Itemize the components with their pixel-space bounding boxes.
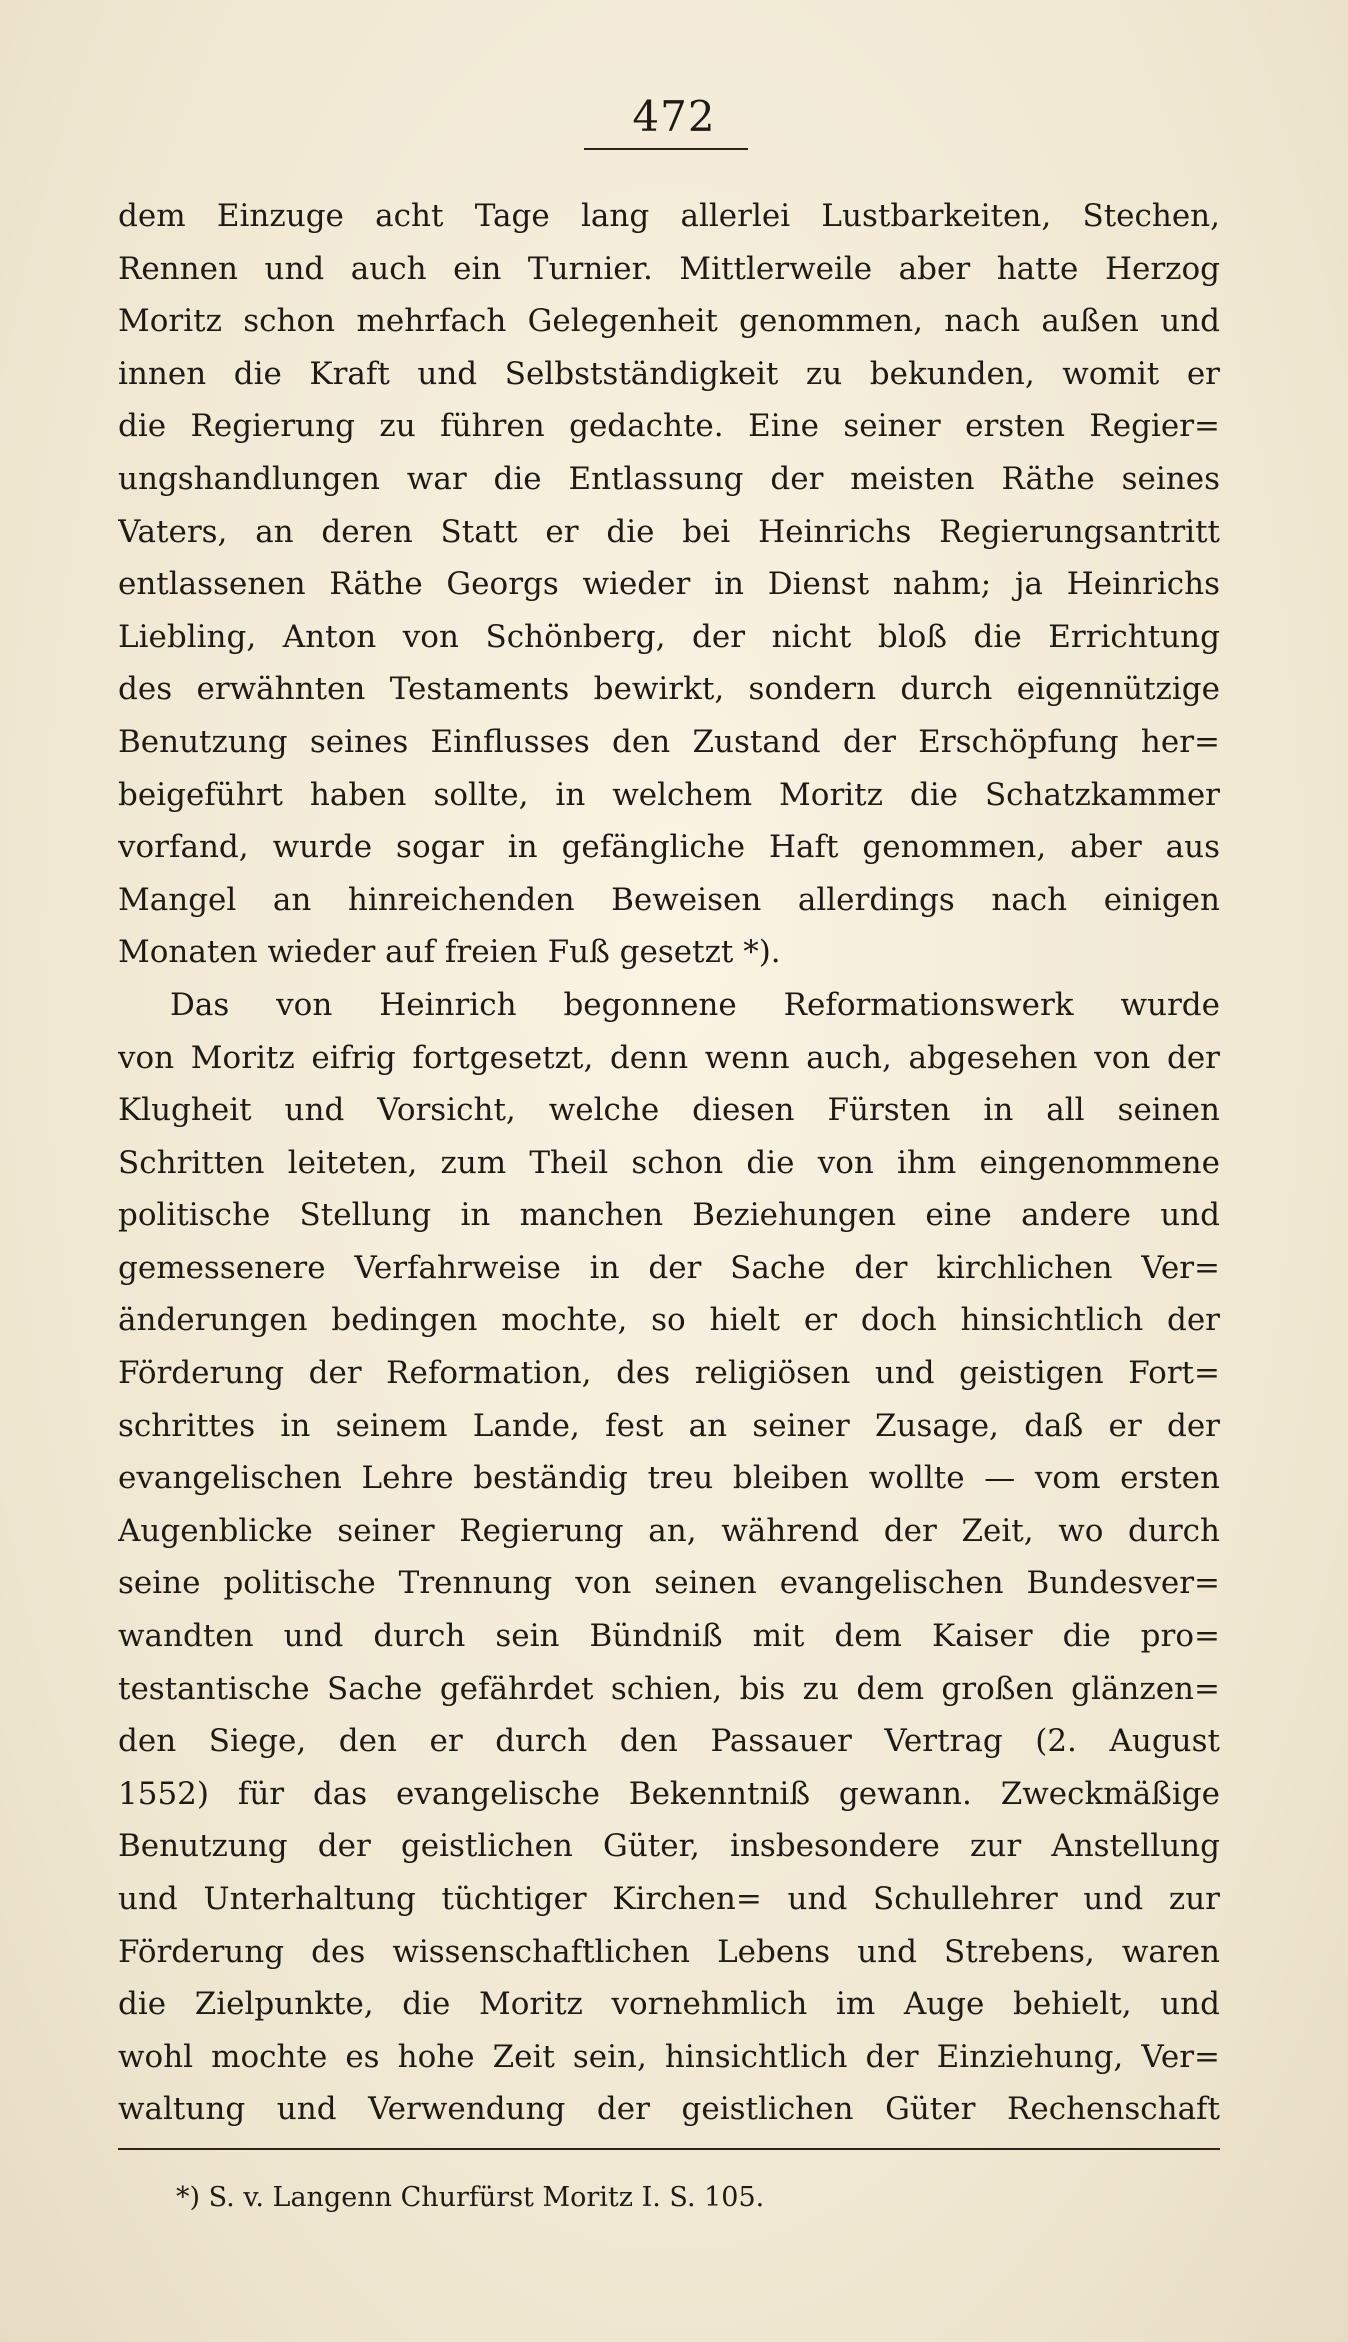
body-text [118, 190, 1220, 2136]
text-line: den Siege, den er durch den Passauer Vertrag (2. August [118, 1723, 1220, 1760]
text-line: die Zielpunkte, die Moritz vornehmlich im Auge behielt, und [118, 1986, 1220, 2023]
text-line: politische Stellung in manchen Beziehungen eine andere und [118, 1197, 1220, 1234]
text-line: von Moritz eifrig fortgesetzt, denn wenn auch, abgesehen von der [118, 1039, 1220, 1076]
text-line: Förderung des wissenschaftlichen Lebens und Strebens, waren [118, 1933, 1220, 1970]
text-line: Benutzung seines Einflusses den Zustand der Erschöpfung her= [118, 723, 1220, 760]
text-line: gemessenere Verfahrweise in der Sache der kirchlichen Ver= [118, 1249, 1220, 1286]
text-line: Mangel an hinreichenden Beweisen allerdings nach einigen [118, 881, 1220, 918]
text-line: dem Einzuge acht Tage lang allerlei Lustbarkeiten, Stechen, [118, 198, 1220, 234]
text-line: Vaters, an deren Statt er die bei Heinrichs Regierungsantritt [118, 513, 1220, 550]
text-line: Augenblicke seiner Regierung an, während der Zeit, wo durch [118, 1512, 1220, 1549]
text-line: Liebling, Anton von Schönberg, der nicht bloß die Errichtung [118, 618, 1220, 655]
text-line: schrittes in seinem Lande, fest an seiner Zusage, daß er der [118, 1407, 1220, 1444]
text-line: innen die Kraft und Selbstständigkeit zu bekunden, womit er [118, 355, 1220, 392]
text-line: die Regierung zu führen gedachte. Eine seiner ersten Regier= [118, 408, 1220, 445]
text-line: des erwähnten Testaments bewirkt, sondern durch eigennützige [118, 671, 1220, 708]
text-line: wandten und durch sein Bündniß mit dem Kaiser die pro= [118, 1618, 1220, 1655]
text-line: entlassenen Räthe Georgs wieder in Dienst nahm; ja Heinrichs [118, 566, 1220, 603]
text-line: wohl mochte es hohe Zeit sein, hinsichtlich der Einziehung, Ver= [118, 2038, 1220, 2075]
text-line: änderungen bedingen mochte, so hielt er doch hinsichtlich der [118, 1302, 1220, 1339]
text-line: vorfand, wurde sogar in gefängliche Haft genommen, aber aus [118, 829, 1220, 866]
text-line: Benutzung der geistlichen Güter, insbesondere zur Anstellung [118, 1828, 1220, 1865]
text-line: evangelischen Lehre beständig treu bleiben wollte — vom ersten [118, 1460, 1220, 1497]
text-line: beigeführt haben sollte, in welchem Moritz die Schatzkammer [118, 776, 1220, 813]
text-line: 1552) für das evangelische Bekenntniß gewann. Zweckmäßige [118, 1775, 1220, 1812]
text-line: Rennen und auch ein Turnier. Mittlerweile aber hatte Herzog [118, 250, 1220, 287]
text-line: ungshandlungen war die Entlassung der meisten Räthe seines [118, 460, 1220, 497]
text-line: Das von Heinrich begonnene Reformationswerk wurde [170, 986, 1220, 1023]
page-number-rule [584, 148, 748, 150]
page-number: 472 [632, 92, 716, 141]
text-line: waltung und Verwendung der geistlichen Güter Rechenschaft [118, 2091, 1220, 2128]
text-line: testantische Sache gefährdet schien, bis zu dem großen glänzen= [118, 1670, 1220, 1707]
text-line: Moritz schon mehrfach Gelegenheit genommen, nach außen und [118, 303, 1220, 340]
text-line: Schritten leiteten, zum Theil schon die von ihm eingenommene [118, 1144, 1220, 1181]
text-line: Klugheit und Vorsicht, welche diesen Fürsten in all seinen [118, 1092, 1220, 1129]
text-line: seine politische Trennung von seinen evangelischen Bundesver= [118, 1565, 1220, 1602]
text-line: und Unterhaltung tüchtiger Kirchen= und Schullehrer und zur [118, 1881, 1220, 1917]
footnote-rule [118, 2148, 1220, 2150]
text-line: Monaten wieder auf freien Fuß gesetzt *). [118, 934, 781, 971]
footnote: *) S. v. Langenn Churfürst Moritz I. S. 105. [176, 2182, 765, 2213]
text-line: Förderung der Reformation, des religiösen und geistigen Fort= [118, 1355, 1220, 1392]
